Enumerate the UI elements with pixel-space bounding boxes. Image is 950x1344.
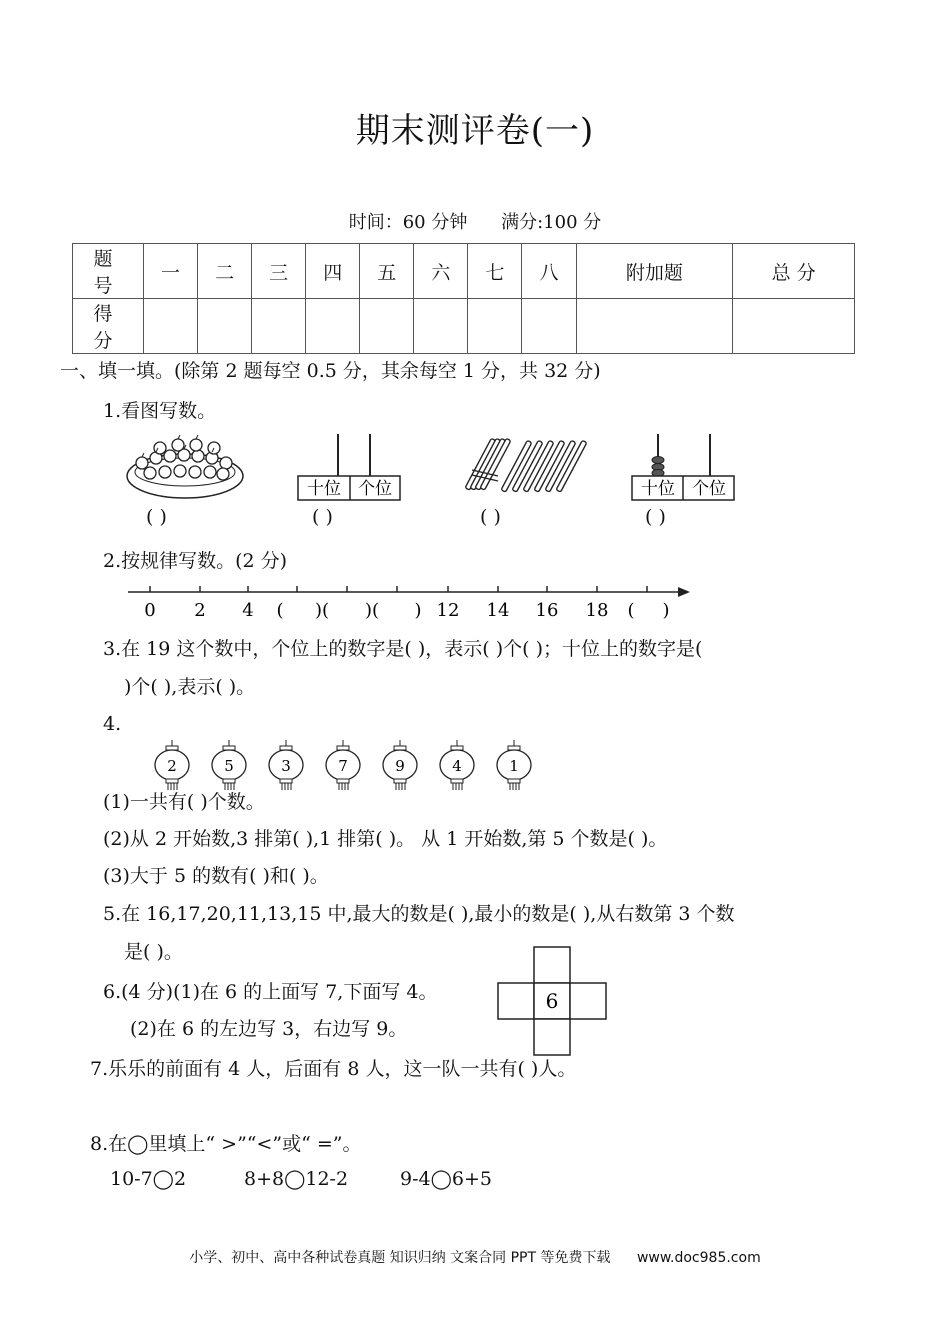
score-cell[interactable] — [468, 299, 522, 354]
lantern-icon — [497, 740, 531, 790]
number-line-label: 14 — [486, 600, 510, 621]
score-cell[interactable] — [733, 299, 855, 354]
q4-part3: (3)大于 5 的数有( )和( )。 — [103, 865, 329, 887]
exam-time: 时间：60 分钟 — [348, 212, 468, 233]
number-line-label: )( — [314, 600, 330, 621]
number-line — [120, 580, 700, 625]
number-line-label: 2 — [194, 600, 206, 621]
q2-text: 2.按规律写数。(2 分) — [103, 550, 288, 572]
score-col: 八 — [522, 244, 576, 299]
abacus-icon — [298, 434, 400, 500]
footer-text: 小学、初中、高中各种试卷真题 知识归纳 文案合同 PPT 等免费下载 — [189, 1250, 611, 1266]
score-col: 一 — [144, 244, 198, 299]
abacus-ones-label: 个位 — [358, 479, 392, 499]
score-cell[interactable] — [360, 299, 414, 354]
q1-answer-blank[interactable]: ( ) — [480, 506, 501, 528]
score-col: 六 — [414, 244, 468, 299]
section1-heading: 一、填一填。(除第 2 题每空 0.5 分，其余每空 1 分，共 32 分) — [60, 360, 601, 382]
footer — [0, 1247, 950, 1267]
score-table-row1-header: 题 号 — [73, 244, 144, 299]
score-cell[interactable] — [144, 299, 198, 354]
cross-grid — [497, 946, 609, 1058]
number-line-label: 0 — [144, 600, 156, 621]
lantern-icon — [440, 740, 474, 790]
lantern-icon — [155, 740, 189, 790]
exam-full-score: 满分:100 分 — [501, 212, 602, 233]
score-table-row2-header: 得 分 — [73, 299, 144, 354]
score-col: 七 — [468, 244, 522, 299]
apple-plate-icon — [127, 435, 243, 498]
score-cell[interactable] — [306, 299, 360, 354]
q4-part1: (1)一共有( )个数。 — [103, 791, 265, 813]
score-table — [72, 243, 855, 354]
number-line-label: )( — [364, 600, 380, 621]
lantern-number: 2 — [167, 757, 177, 775]
lantern-number: 3 — [281, 757, 291, 775]
cross-cell-top[interactable] — [534, 947, 570, 983]
q1-text: 1.看图写数。 — [103, 400, 217, 422]
cross-cell-left[interactable] — [498, 983, 534, 1019]
q4-label: 4. — [103, 713, 122, 735]
page-title: 期末测评卷(一) — [355, 111, 595, 151]
q8-item: 8+8◯12-2 — [244, 1168, 349, 1190]
lantern-number: 4 — [452, 757, 462, 775]
footer-url[interactable]: www.doc985.com — [636, 1250, 761, 1266]
score-col: 总 分 — [733, 244, 855, 299]
q5-line1: 5.在 16,17,20,11,13,15 中,最大的数是( ),最小的数是( ),从右数第 3 个数 — [103, 903, 735, 925]
number-line-label: 12 — [436, 600, 460, 621]
score-col: 附加题 — [576, 244, 733, 299]
q8-item: 9-4◯6+5 — [400, 1168, 492, 1190]
score-cell[interactable] — [522, 299, 576, 354]
q5-line2: 是( )。 — [124, 941, 183, 963]
q8-text: 8.在◯里填上“ >”“<”或“ =”。 — [90, 1133, 362, 1155]
score-table-header-row — [73, 244, 855, 299]
score-col: 三 — [252, 244, 306, 299]
abacus-tens-label: 十位 — [641, 479, 675, 499]
number-line-label: ) — [662, 600, 670, 621]
cross-cell-right[interactable] — [570, 983, 606, 1019]
score-col: 四 — [306, 244, 360, 299]
lantern-icon — [212, 740, 246, 790]
lantern-icon — [326, 740, 360, 790]
number-line-label: 4 — [242, 600, 254, 621]
score-col: 二 — [198, 244, 252, 299]
q7-text: 7.乐乐的前面有 4 人，后面有 8 人，这一队一共有( )人。 — [90, 1058, 577, 1080]
q1-figures — [120, 432, 770, 502]
q8-item: 10-7◯2 — [110, 1168, 187, 1190]
exam-meta — [0, 208, 950, 234]
score-cell[interactable] — [576, 299, 733, 354]
number-line-label: 18 — [585, 600, 609, 621]
lantern-number: 5 — [224, 757, 234, 775]
abacus-ones-label: 个位 — [692, 479, 726, 499]
lantern-number: 7 — [338, 757, 348, 775]
abacus-icon — [632, 434, 734, 500]
score-cell[interactable] — [252, 299, 306, 354]
score-cell[interactable] — [198, 299, 252, 354]
q6-line1: 6.(4 分)(1)在 6 的上面写 7,下面写 4。 — [103, 981, 438, 1003]
q6-line2: (2)在 6 的左边写 3，右边写 9。 — [130, 1018, 408, 1040]
number-line-label: 16 — [535, 600, 559, 621]
lantern-icon — [383, 740, 417, 790]
lantern-row — [145, 740, 545, 792]
lantern-number: 9 — [395, 757, 405, 775]
q1-answer-blank[interactable]: ( ) — [312, 506, 333, 528]
counting-sticks-icon — [465, 438, 587, 492]
cross-cell-bottom[interactable] — [534, 1019, 570, 1055]
number-line-label: ) — [414, 600, 422, 621]
score-table-score-row — [73, 299, 855, 354]
lantern-icon — [269, 740, 303, 790]
score-col: 五 — [360, 244, 414, 299]
number-line-label: ( — [627, 600, 635, 621]
q3-line1: 3.在 19 这个数中，个位上的数字是( )，表示( )个( )；十位上的数字是( — [103, 638, 703, 660]
q1-answer-blank[interactable]: ( ) — [146, 506, 167, 528]
q3-line2: )个( ),表示( )。 — [124, 676, 256, 698]
lantern-number: 1 — [509, 757, 519, 775]
abacus-tens-label: 十位 — [307, 479, 341, 499]
number-line-label: ( — [276, 600, 284, 621]
q1-answer-blank[interactable]: ( ) — [645, 506, 666, 528]
cross-center-number: 6 — [545, 989, 559, 1013]
score-cell[interactable] — [414, 299, 468, 354]
q4-part2: (2)从 2 开始数,3 排第( ),1 排第( )。 从 1 开始数,第 5 个数是( )。 — [103, 828, 668, 850]
